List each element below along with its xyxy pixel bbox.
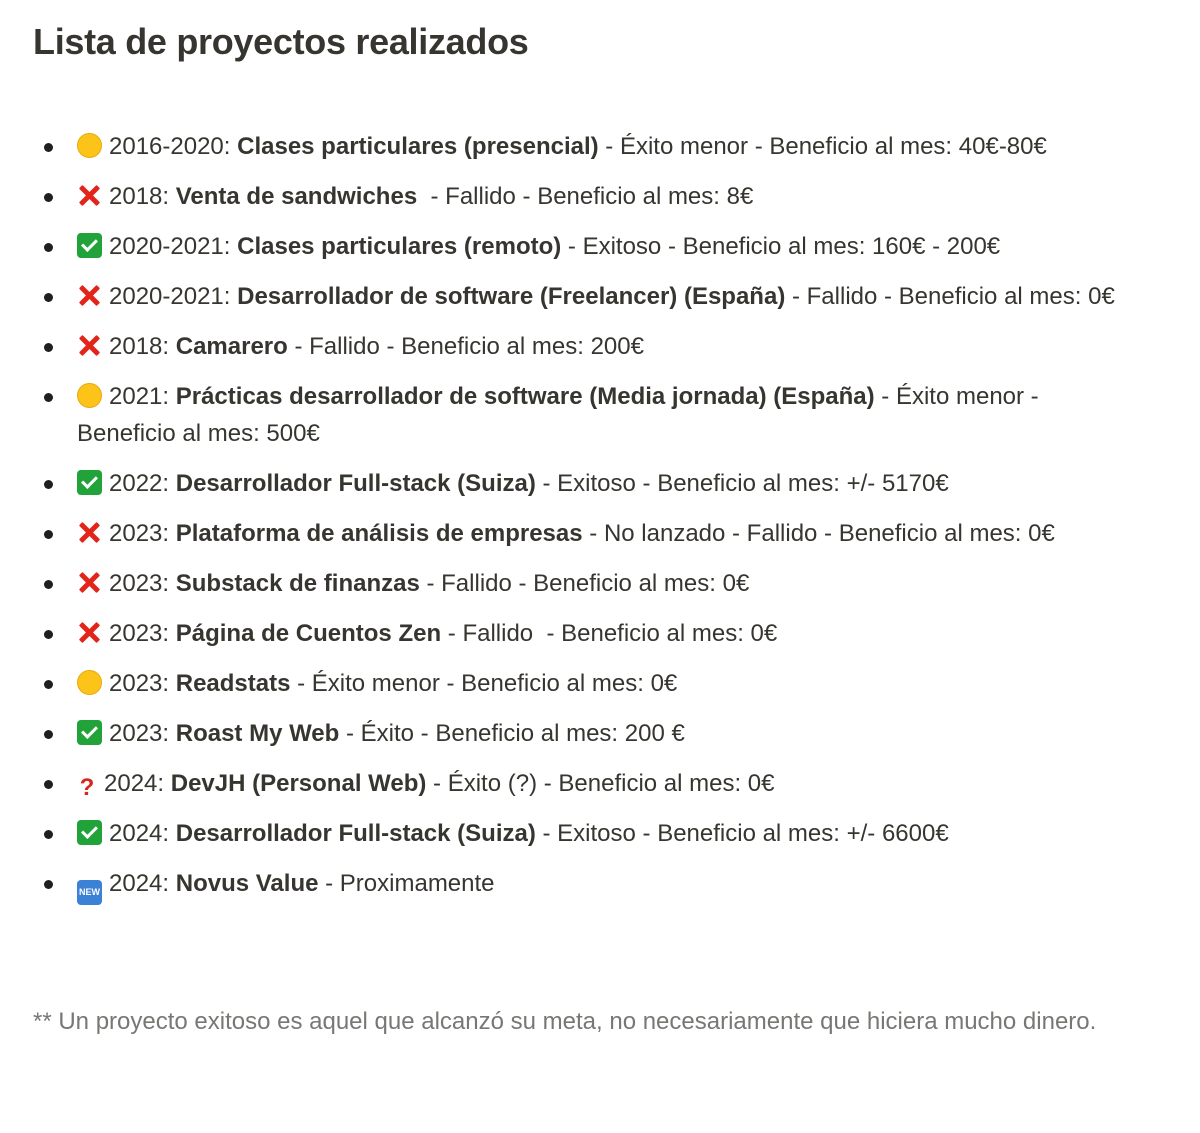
- project-item: [40, 865, 1120, 905]
- project-title: Desarrollador Full-stack (Suiza): [175, 470, 536, 497]
- bullet-dot: [44, 243, 53, 252]
- project-item: [40, 228, 1120, 265]
- project-years: 2024:: [109, 870, 170, 897]
- bullet-dot: [44, 530, 53, 539]
- project-title: Prácticas desarrollador de software (Media jornada) (España): [175, 383, 875, 410]
- project-details: - Fallido - Beneficio al mes: 0€: [441, 620, 778, 647]
- red-cross-icon: [77, 183, 102, 208]
- red-question-icon: ?: [79, 774, 95, 801]
- green-check-icon: [77, 470, 102, 495]
- project-years: 2024:: [109, 820, 170, 847]
- project-details: - Fallido - Beneficio al mes: 0€: [419, 570, 750, 597]
- project-item: [40, 765, 1120, 802]
- project-item: [40, 565, 1120, 602]
- bullet-dot: [44, 143, 53, 152]
- project-details: - Exitoso - Beneficio al mes: 160€ - 200€: [561, 233, 1001, 260]
- red-cross-icon: [77, 520, 102, 545]
- project-years: 2021:: [109, 383, 170, 410]
- project-details: - Exitoso - Beneficio al mes: +/- 6600€: [535, 820, 949, 847]
- project-item: [40, 378, 1120, 452]
- project-title: Plataforma de análisis de empresas: [175, 520, 583, 547]
- bullet-dot: [44, 680, 53, 689]
- project-years: 2020-2021:: [109, 233, 231, 260]
- project-title: Clases particulares (remoto): [237, 233, 562, 260]
- project-item: [40, 128, 1120, 165]
- yellow-circle-icon: [77, 383, 102, 408]
- project-years: 2018:: [109, 183, 170, 210]
- project-years: 2018:: [109, 333, 170, 360]
- bullet-dot: [44, 293, 53, 302]
- bullet-dot: [44, 580, 53, 589]
- project-details: - Fallido - Beneficio al mes: 8€: [417, 183, 754, 210]
- project-years: 2023:: [109, 520, 170, 547]
- bullet-dot: [44, 480, 53, 489]
- new-badge-icon: NEW: [77, 880, 102, 905]
- project-title: Roast My Web: [175, 720, 340, 747]
- project-item: [40, 515, 1120, 552]
- project-details: - Éxito (?) - Beneficio al mes: 0€: [426, 770, 775, 797]
- red-cross-icon: [77, 333, 102, 358]
- project-title: Desarrollador Full-stack (Suiza): [175, 820, 536, 847]
- bullet-dot: [44, 193, 53, 202]
- bullet-dot: [44, 343, 53, 352]
- project-years: 2024:: [104, 770, 165, 797]
- project-years: 2023:: [109, 570, 170, 597]
- bullet-dot: [44, 880, 53, 889]
- yellow-circle-icon: [77, 670, 102, 695]
- project-item: [40, 278, 1120, 315]
- project-details: - Éxito menor - Beneficio al mes: 40€-80€: [598, 133, 1047, 160]
- project-title: Página de Cuentos Zen: [175, 620, 442, 647]
- project-title: Camarero: [175, 333, 288, 360]
- project-item: [40, 178, 1120, 215]
- project-title: Clases particulares (presencial): [237, 133, 599, 160]
- project-years: 2022:: [109, 470, 170, 497]
- project-details: - Éxito menor - Beneficio al mes: 500€: [77, 383, 1039, 447]
- project-title: DevJH (Personal Web): [170, 770, 427, 797]
- project-title: Novus Value: [175, 870, 319, 897]
- project-details: - Éxito - Beneficio al mes: 200 €: [339, 720, 685, 747]
- project-title: Desarrollador de software (Freelancer) (España): [237, 283, 786, 310]
- green-check-icon: [77, 720, 102, 745]
- project-years: 2023:: [109, 720, 170, 747]
- bullet-dot: [44, 830, 53, 839]
- project-item: [40, 465, 1120, 502]
- green-check-icon: [77, 233, 102, 258]
- project-years: 2023:: [109, 620, 170, 647]
- bullet-dot: [44, 730, 53, 739]
- bullet-dot: [44, 393, 53, 402]
- bullet-dot: [44, 780, 53, 789]
- project-item: [40, 715, 1120, 752]
- project-list: [40, 128, 1120, 918]
- project-years: 2020-2021:: [109, 283, 231, 310]
- project-title: Substack de finanzas: [175, 570, 420, 597]
- project-details: - Fallido - Beneficio al mes: 200€: [287, 333, 644, 360]
- yellow-circle-icon: [77, 133, 102, 158]
- project-item: [40, 615, 1120, 652]
- green-check-icon: [77, 820, 102, 845]
- red-cross-icon: [77, 620, 102, 645]
- project-details: - Proximamente: [318, 870, 495, 897]
- project-details: - Fallido - Beneficio al mes: 0€: [785, 283, 1115, 310]
- footnote: ** Un proyecto exitoso es aquel que alcanzó su meta, no necesariamente que hiciera mucho dinero.: [33, 1008, 1097, 1035]
- project-details: - No lanzado - Fallido - Beneficio al mes: 0€: [582, 520, 1055, 547]
- project-title: Venta de sandwiches: [175, 183, 418, 210]
- project-item: [40, 815, 1120, 852]
- red-cross-icon: [77, 570, 102, 595]
- project-years: 2023:: [109, 670, 170, 697]
- bullet-dot: [44, 630, 53, 639]
- project-title: Readstats: [175, 670, 291, 697]
- red-cross-icon: [77, 283, 102, 308]
- project-years: 2016-2020:: [109, 133, 231, 160]
- project-item: [40, 665, 1120, 702]
- page-title: Lista de proyectos realizados: [33, 21, 529, 62]
- project-item: [40, 328, 1120, 365]
- project-details: - Éxito menor - Beneficio al mes: 0€: [290, 670, 678, 697]
- project-details: - Exitoso - Beneficio al mes: +/- 5170€: [535, 470, 949, 497]
